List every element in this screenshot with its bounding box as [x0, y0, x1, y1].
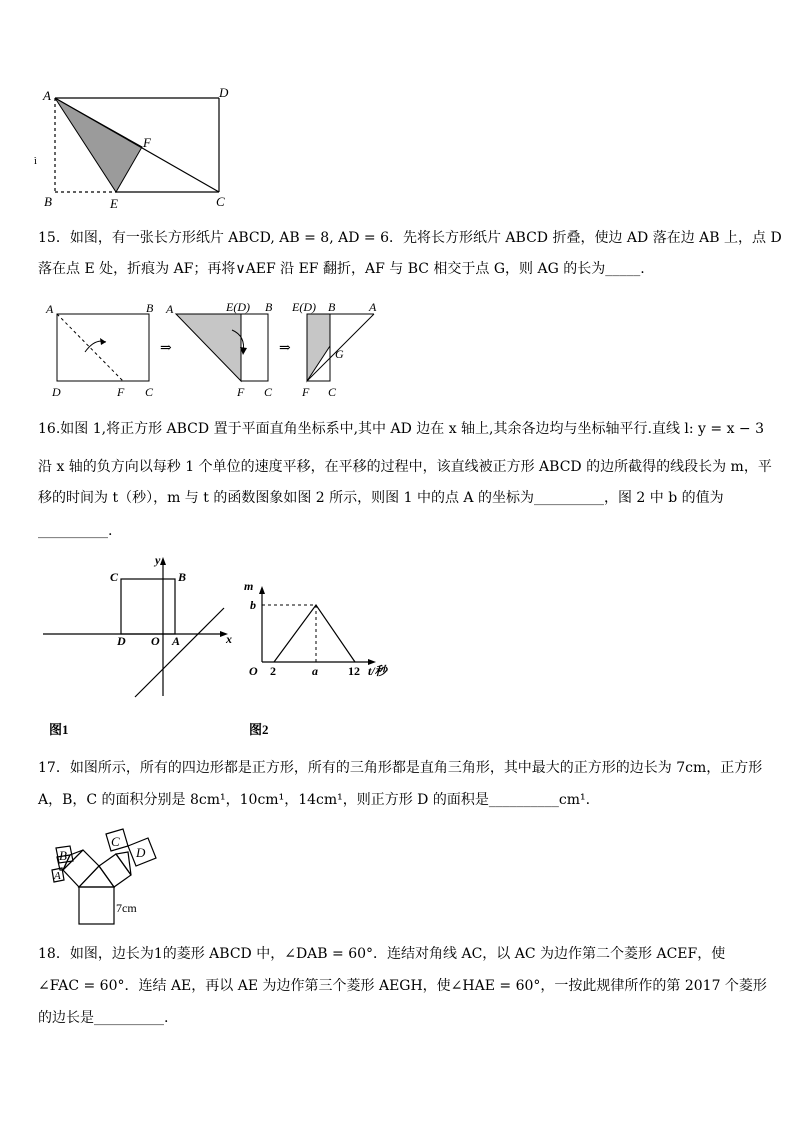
q17-line2: A，B，C 的面积分别是 8cm¹，10cm¹，14cm¹，则正方形 D 的面积是__________cm¹. — [38, 792, 591, 808]
q16-line4: __________. — [38, 523, 113, 539]
p2-C: C — [264, 385, 273, 399]
axis-t-label: t/秒 — [368, 664, 387, 678]
square-B-label: B — [59, 848, 67, 863]
q18-line1: 18．如图，边长为1的菱形 ABCD 中，∠DAB = 60°．连结对角线 AC，以 AC 为边作第二个菱形 ACEF，使 — [38, 946, 726, 962]
label-B: B — [44, 194, 52, 209]
axis-x-label: x — [226, 632, 232, 646]
point-C-label: C — [110, 570, 119, 584]
caption-fig1: 图1 — [49, 722, 69, 737]
p2-B: B — [265, 300, 273, 314]
arrow-1: ⇒ — [160, 341, 172, 356]
label-E: E — [110, 196, 118, 211]
point-A-label: A — [172, 634, 181, 648]
p3-A: A — [369, 300, 377, 314]
label-F: F — [143, 135, 151, 150]
p1-D: D — [52, 385, 61, 399]
side-length-label: 7cm — [116, 901, 137, 915]
p3-G: G — [335, 347, 344, 361]
p2-ED: E(D) — [226, 300, 250, 314]
tick-12: 12 — [348, 664, 360, 678]
label-C: C — [216, 194, 225, 209]
q15-line1: 15．如图，有一张长方形纸片 ABCD, AB = 8, AD = 6．先将长方形纸片 ABCD 折叠，使边 AD 落在边 AB 上，点 D — [38, 230, 782, 246]
p1-F: F — [117, 385, 125, 399]
tick-2: 2 — [270, 664, 276, 678]
square-C-label: C — [111, 834, 120, 849]
caption-fig2: 图2 — [249, 722, 269, 737]
square-A-label: A — [54, 870, 61, 882]
q18-line3: 的边长是__________. — [38, 1010, 169, 1026]
side-mark: ì — [34, 155, 38, 167]
p3-B: B — [328, 300, 336, 314]
tick-a: a — [312, 664, 318, 678]
p3-ED: E(D) — [292, 300, 316, 314]
q16-line3: 移的时间为 t（秒），m 与 t 的函数图象如图 2 所示，则图 1 中的点 A 的坐标为__________，图 2 中 b 的值为 — [38, 490, 724, 506]
value-b-label: b — [250, 598, 256, 612]
point-B-label: B — [178, 570, 187, 584]
q16-line2: 沿 x 轴的负方向以每秒 1 个单位的速度平移，在平移的过程中，该直线被正方形 ABCD 的边所截得的线段长为 m，平 — [38, 459, 772, 475]
p2-F: F — [237, 385, 245, 399]
origin-label: O — [151, 634, 160, 648]
q18-line2: ∠FAC = 60°．连结 AE，再以 AE 为边作第三个菱形 AEGH，使∠HAE = 60°，一按此规律所作的第 2017 个菱形 — [38, 978, 767, 994]
label-A: A — [43, 88, 51, 103]
point-D-label: D — [117, 634, 126, 648]
p1-C: C — [145, 385, 154, 399]
p3-F: F — [302, 385, 310, 399]
origin-label-2: O — [249, 664, 258, 678]
axis-m-label: m — [244, 579, 254, 593]
q15-line2: 落在点 E 处，折痕为 AF；再将∨AEF 沿 EF 翻折，AF 与 BC 相交于点 G，则 AG 的长为_____. — [38, 261, 645, 277]
q16-line1: 16.如图 1,将正方形 ABCD 置于平面直角坐标系中,其中 AD 边在 x 轴上,其余各边均与坐标轴平行.直线 l: y = x − 3 — [38, 421, 765, 437]
q17-line1: 17．如图所示，所有的四边形都是正方形，所有的三角形都是直角三角形，其中最大的正方形的边长为 7cm，正方形 — [38, 760, 763, 776]
p1-B: B — [146, 301, 154, 315]
label-D: D — [219, 85, 229, 100]
square-D-label: D — [136, 845, 146, 860]
axis-y-label: y — [155, 553, 161, 567]
p3-C: C — [328, 385, 337, 399]
p1-A: A — [46, 302, 54, 316]
arrow-2: ⇒ — [279, 341, 291, 356]
p2-A: A — [166, 302, 174, 316]
